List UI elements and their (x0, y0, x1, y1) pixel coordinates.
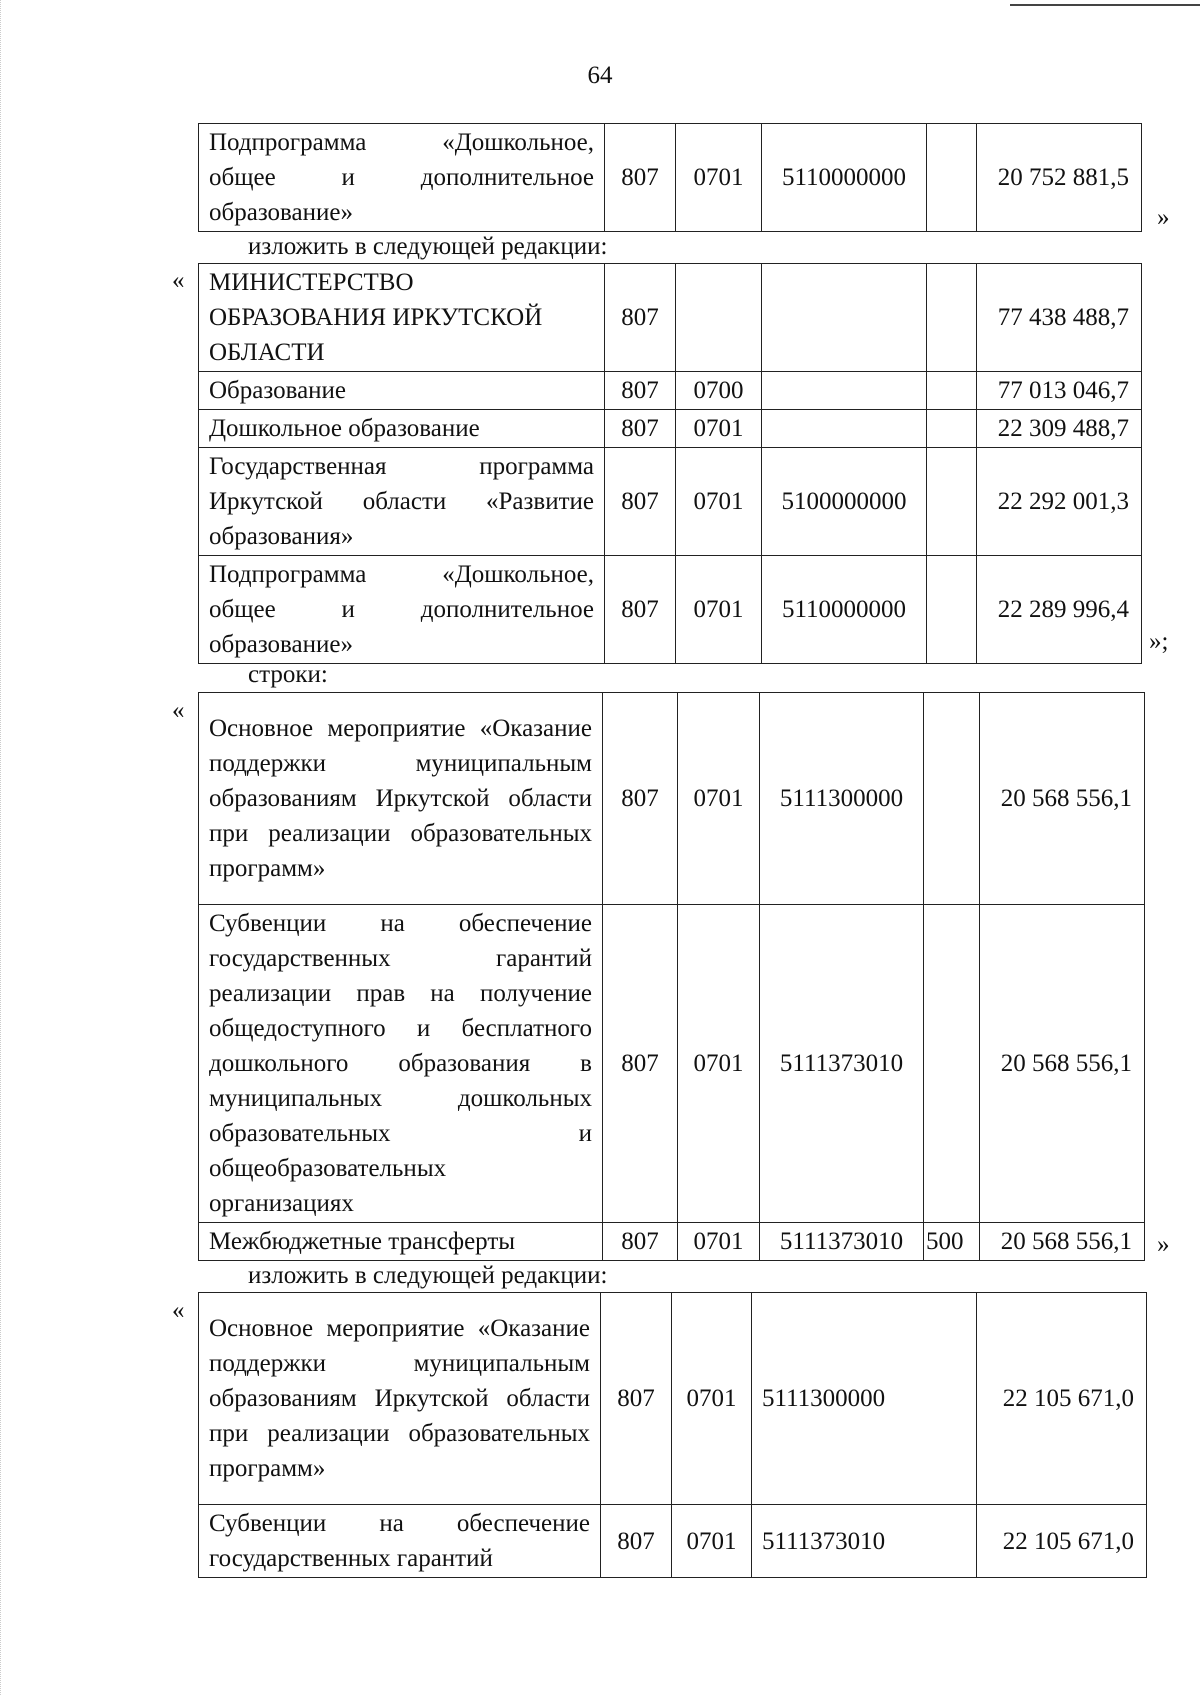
table-row (199, 905, 1145, 1223)
row-cs: 5111300000 (760, 693, 924, 905)
table-row (199, 124, 1142, 232)
row-cs: 5111373010 (752, 1505, 977, 1578)
instruction-text: строки: (248, 661, 328, 688)
row-sum: 20 568 556,1 (980, 1223, 1145, 1261)
row-cs (762, 410, 927, 448)
open-quote: « (172, 1297, 185, 1324)
row-gr: 807 (605, 264, 676, 372)
row-vr (927, 124, 977, 232)
row-rz: 0700 (676, 372, 762, 410)
row-cs: 5111373010 (760, 1223, 924, 1261)
row-rz: 0701 (676, 556, 762, 664)
row-vr (927, 372, 977, 410)
row-sum: 22 105 671,0 (977, 1505, 1147, 1578)
row-gr: 807 (601, 1293, 672, 1505)
row-rz: 0701 (678, 693, 760, 905)
row-sum: 22 289 996,4 (977, 556, 1142, 664)
row-vr (927, 410, 977, 448)
budget-table-4 (198, 1292, 1147, 1578)
table-row (199, 410, 1142, 448)
table-row (199, 264, 1142, 372)
row-name: Дошкольное образование (199, 410, 605, 448)
row-vr (927, 448, 977, 556)
row-name: Образование (199, 372, 605, 410)
row-sum: 20 568 556,1 (980, 693, 1145, 905)
row-cs (762, 264, 927, 372)
page-number: 64 (587, 62, 613, 89)
row-rz: 0701 (672, 1293, 752, 1505)
row-gr: 807 (605, 410, 676, 448)
row-cs: 5111373010 (760, 905, 924, 1223)
table-row (199, 1293, 1147, 1505)
top-edge-rule (1010, 4, 1200, 6)
table-row (199, 1223, 1145, 1261)
row-gr: 807 (601, 1505, 672, 1578)
row-rz: 0701 (676, 124, 762, 232)
row-cs: 5100000000 (762, 448, 927, 556)
row-sum: 22 309 488,7 (977, 410, 1142, 448)
row-name: Межбюджетные трансферты (199, 1223, 603, 1261)
row-name: Основное мероприятие «Оказание поддержки муниципальным образованиям Иркутской области при реализации образовательных программ» (199, 1293, 601, 1505)
table-row (199, 372, 1142, 410)
row-gr: 807 (603, 693, 678, 905)
row-gr: 807 (605, 124, 676, 232)
instruction-text: изложить в следующей редакции: (248, 1262, 608, 1289)
row-cs: 5110000000 (762, 556, 927, 664)
budget-table-3 (198, 692, 1145, 1261)
row-rz: 0701 (678, 1223, 760, 1261)
open-quote: « (172, 267, 185, 294)
row-name: МИНИСТЕРСТВО ОБРАЗОВАНИЯ ИРКУТСКОЙ ОБЛАСТИ (199, 264, 605, 372)
open-quote: « (172, 697, 185, 724)
row-cs: 5110000000 (762, 124, 927, 232)
table-row (199, 556, 1142, 664)
instruction-text: изложить в следующей редакции: (248, 233, 608, 260)
row-name: Подпрограмма «Дошкольное, общее и дополнительное образование» (199, 124, 605, 232)
row-rz: 0701 (676, 410, 762, 448)
row-vr (927, 556, 977, 664)
row-vr: 500 (924, 1223, 980, 1261)
row-rz: 0701 (678, 905, 760, 1223)
row-vr (927, 264, 977, 372)
row-sum: 20 752 881,5 (977, 124, 1142, 232)
row-sum: 77 438 488,7 (977, 264, 1142, 372)
scan-edge (0, 0, 7, 1695)
row-rz: 0701 (676, 448, 762, 556)
budget-table-2 (198, 263, 1142, 664)
close-quote: » (1157, 1231, 1170, 1258)
row-vr (924, 905, 980, 1223)
row-gr: 807 (603, 1223, 678, 1261)
row-gr: 807 (605, 448, 676, 556)
row-rz: 0701 (672, 1505, 752, 1578)
row-name: Подпрограмма «Дошкольное, общее и дополнительное образование» (199, 556, 605, 664)
close-quote: » (1157, 204, 1170, 231)
row-cs: 5111300000 (752, 1293, 977, 1505)
row-sum: 22 105 671,0 (977, 1293, 1147, 1505)
row-name: Субвенции на обеспечение государственных гарантий реализации прав на получение общедоступного и бесплатного дошкольного образования в муниципальных дошкольных образовательных и общеобразовательных организациях (199, 905, 603, 1223)
row-name: Государственная программа Иркутской области «Развитие образования» (199, 448, 605, 556)
row-sum: 22 292 001,3 (977, 448, 1142, 556)
row-gr: 807 (605, 372, 676, 410)
close-quote-semicolon: »; (1149, 628, 1169, 655)
row-sum: 77 013 046,7 (977, 372, 1142, 410)
row-gr: 807 (605, 556, 676, 664)
row-rz (676, 264, 762, 372)
row-sum: 20 568 556,1 (980, 905, 1145, 1223)
row-cs (762, 372, 927, 410)
row-name: Субвенции на обеспечение государственных гарантий (199, 1505, 601, 1578)
table-row (199, 448, 1142, 556)
row-vr (924, 693, 980, 905)
row-gr: 807 (603, 905, 678, 1223)
budget-table-1 (198, 123, 1142, 232)
table-row (199, 693, 1145, 905)
table-row (199, 1505, 1147, 1578)
row-name: Основное мероприятие «Оказание поддержки муниципальным образованиям Иркутской области при реализации образовательных программ» (199, 693, 603, 905)
